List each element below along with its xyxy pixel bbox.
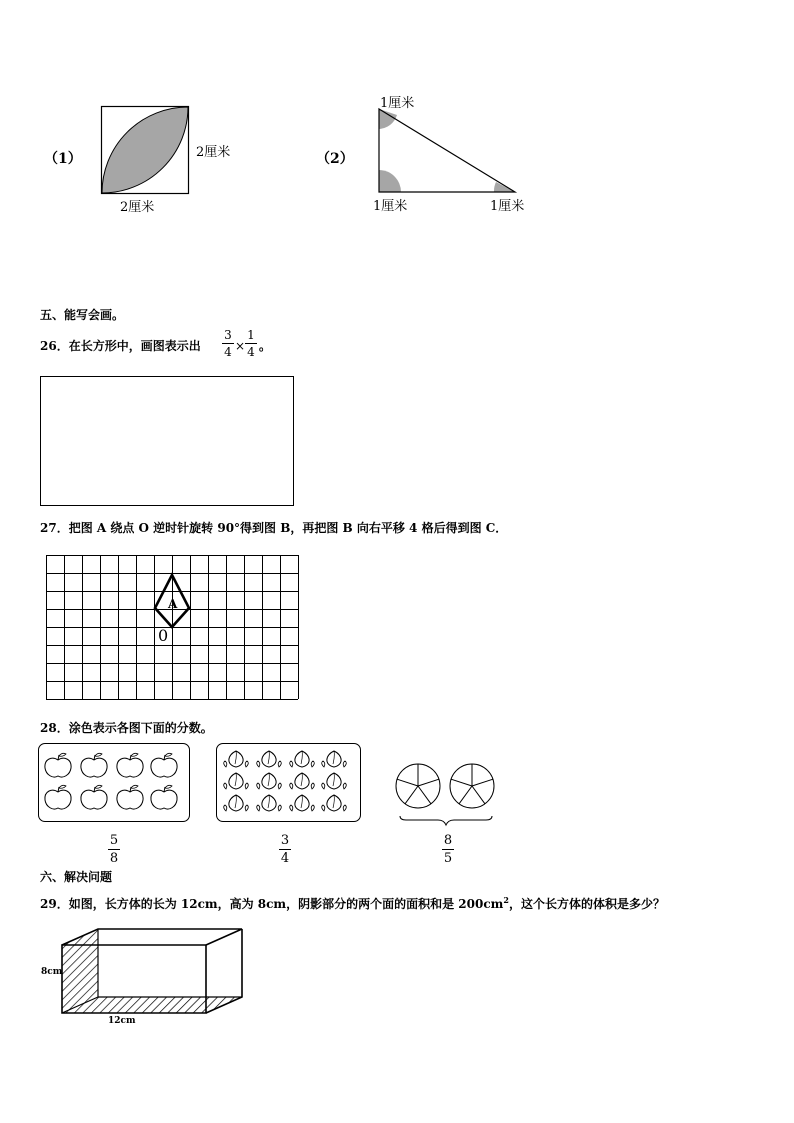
q28-frac-num: 5 <box>109 833 119 848</box>
q26-suffix: 。 <box>259 339 272 353</box>
q26-frac1-den: 4 <box>224 345 232 359</box>
fig1-bottom-label: 2厘米 <box>120 200 155 215</box>
section6-title: 六、解决问题 <box>40 870 113 884</box>
peach-icon <box>224 773 249 789</box>
peach-icon <box>322 795 347 811</box>
fig2-triangle <box>378 108 518 194</box>
q28-text: 28．涂色表示各图下面的分数。 <box>40 721 213 735</box>
q26-fraction-2 <box>245 329 257 358</box>
q28-circles[interactable] <box>394 764 498 824</box>
apple-icon <box>81 785 107 809</box>
circle-divided-into-fifths <box>396 764 440 808</box>
peach-icon <box>322 751 347 767</box>
apple-icon <box>151 753 177 777</box>
q29-question <box>40 896 665 910</box>
peach-icon <box>322 773 347 789</box>
q29-text-a: 29．如图，长方体的长为 12cm，高为 8cm，阴影部分的两个面的面积和是 200cm <box>40 897 504 911</box>
q29-text-b: ，这个长方体的体积是多少？ <box>508 897 665 911</box>
apple-icon <box>117 785 143 809</box>
peach-icon <box>290 751 315 767</box>
peach-icon <box>257 795 282 811</box>
q26-fraction-1 <box>222 329 234 358</box>
fig2-bottom-left-label: 1厘米 <box>373 199 408 214</box>
q28-frac-den: 5 <box>443 851 453 866</box>
q27-text: 27．把图 A 绕点 O 逆时针旋转 90°得到图 B，再把图 B 向右平移 4 格后得到图 C． <box>40 521 508 535</box>
apple-icon <box>151 785 177 809</box>
q26-times: × <box>235 339 246 353</box>
peach-icon <box>224 751 249 767</box>
q26-frac2-den: 4 <box>247 345 255 359</box>
peach-icon <box>257 751 282 767</box>
brace <box>400 816 492 825</box>
q26-frac1-num: 3 <box>224 328 232 342</box>
apple-icon <box>45 753 71 777</box>
fraction-bar <box>245 343 257 344</box>
apple-icon <box>81 753 107 777</box>
q28-frac-den: 8 <box>109 851 119 866</box>
q26-drawing-rectangle[interactable] <box>40 376 294 506</box>
apple-icon <box>45 785 71 809</box>
q29-length-label: 12cm <box>108 1016 136 1026</box>
q29-superscript: 2 <box>503 895 509 905</box>
q28-frac-num: 3 <box>280 833 290 848</box>
q27-shape-label: A <box>168 597 178 611</box>
q29-cuboid <box>58 927 248 1017</box>
fraction-bar <box>108 849 120 850</box>
q28-frac-den: 4 <box>280 851 290 866</box>
q28-peaches[interactable] <box>216 743 359 820</box>
q28-fraction-circles <box>442 834 454 865</box>
peach-icon <box>290 773 315 789</box>
fig1-square-leaf <box>101 106 189 194</box>
fraction-bar <box>442 849 454 850</box>
fig2-top-label: 1厘米 <box>380 96 415 111</box>
q28-apples[interactable] <box>38 743 188 820</box>
apple-icon <box>117 753 143 777</box>
peach-icon <box>224 795 249 811</box>
q27-point-o-label: 0 <box>158 626 169 645</box>
section5-title: 五、能写会画。 <box>40 308 125 322</box>
q28-fraction-apples <box>108 834 120 865</box>
peach-icon <box>290 795 315 811</box>
fig1-label: （1） <box>44 151 82 167</box>
q28-frac-num: 8 <box>443 833 453 848</box>
q26-frac2-num: 1 <box>247 328 255 342</box>
fraction-bar <box>279 849 291 850</box>
circle-divided-into-fifths <box>450 764 494 808</box>
fig2-bottom-right-label: 1厘米 <box>490 199 525 214</box>
fig1-right-label: 2厘米 <box>196 145 231 160</box>
q28-fraction-peaches <box>279 834 291 865</box>
fig2-label: （2） <box>316 151 354 167</box>
q29-height-label: 8cm <box>41 967 63 977</box>
peach-icon <box>257 773 282 789</box>
fraction-bar <box>222 343 234 344</box>
q26-prefix: 26．在长方形中，画图表示出 <box>40 339 201 353</box>
